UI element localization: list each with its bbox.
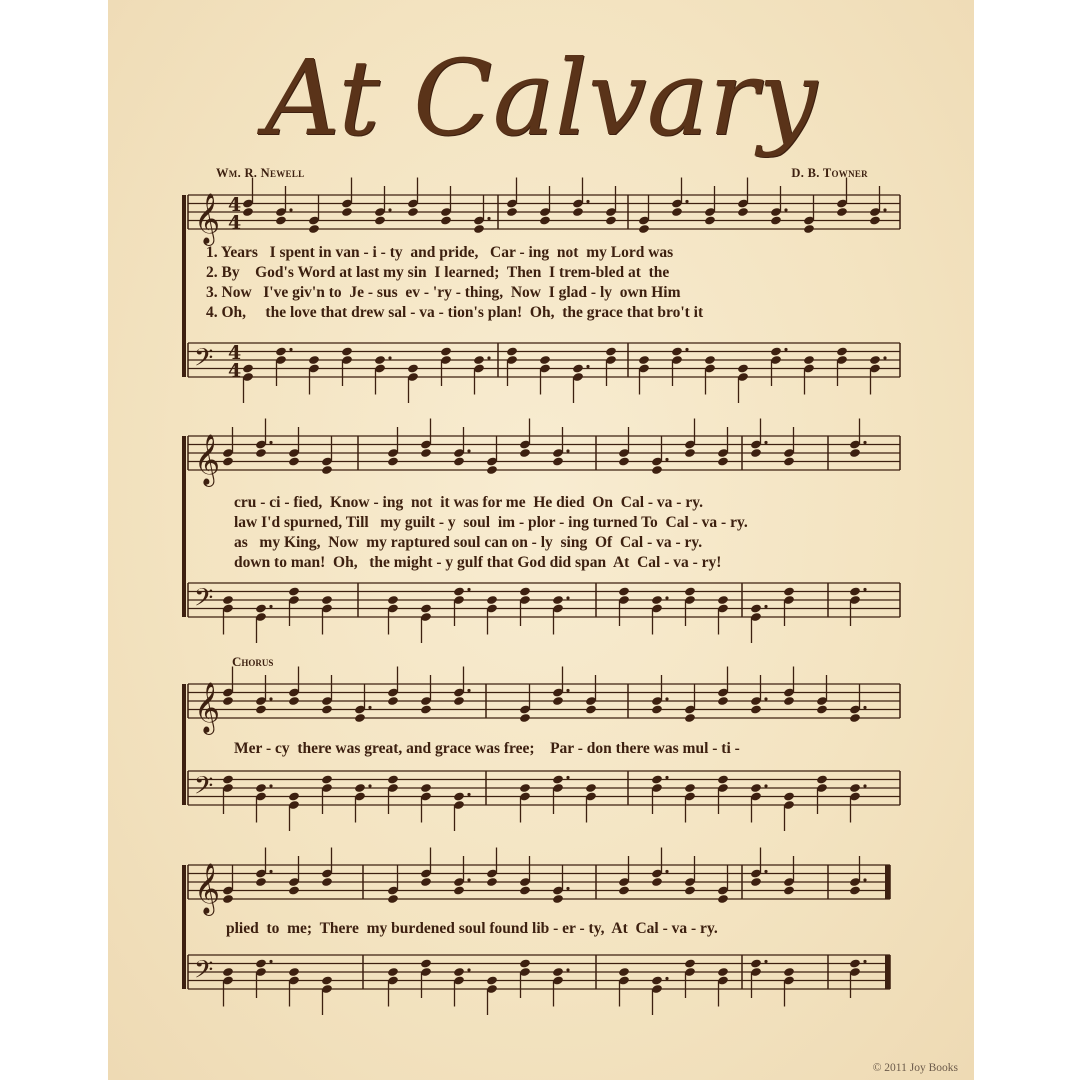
dot (764, 870, 767, 873)
notehead (453, 885, 465, 895)
notehead (704, 215, 716, 225)
dot (665, 870, 668, 873)
notehead (255, 958, 267, 968)
dot (467, 449, 470, 452)
notehead (420, 958, 432, 968)
notehead (519, 885, 531, 895)
dot (665, 697, 668, 700)
bass-clef-icon: 𝄢 (194, 343, 214, 379)
final-barline (885, 955, 890, 989)
notehead (836, 207, 848, 217)
notehead (638, 224, 650, 234)
notehead (651, 877, 663, 887)
dot (289, 348, 292, 351)
notehead (539, 215, 551, 225)
notehead (783, 586, 795, 596)
notehead (420, 448, 432, 458)
dot (863, 960, 866, 963)
notehead (453, 586, 465, 596)
sheet-music-page (108, 0, 974, 1080)
notehead (321, 704, 333, 714)
notehead (750, 448, 762, 458)
notehead (750, 877, 762, 887)
notehead (849, 885, 861, 895)
notehead (803, 224, 815, 234)
treble-clef-icon: 𝄞 (194, 863, 221, 914)
notehead (354, 713, 366, 723)
notehead (308, 355, 320, 365)
notehead (387, 967, 399, 977)
notehead (572, 207, 584, 217)
notehead (684, 885, 696, 895)
notehead (519, 783, 531, 793)
notehead (420, 603, 432, 613)
dot (368, 706, 371, 709)
dot (883, 356, 886, 359)
notehead (275, 215, 287, 225)
dot (289, 208, 292, 211)
dot (467, 878, 470, 881)
notehead (387, 456, 399, 466)
notehead (354, 783, 366, 793)
notehead (407, 363, 419, 373)
notehead (222, 696, 234, 706)
chorus-label: Chorus (232, 654, 274, 669)
notehead (387, 774, 399, 784)
notehead (222, 894, 234, 904)
dot (586, 200, 589, 203)
notehead (453, 967, 465, 977)
notehead (849, 448, 861, 458)
notehead (783, 456, 795, 466)
notehead (288, 885, 300, 895)
notehead (506, 207, 518, 217)
lyric-line: 3. Now I've giv'n to Je - sus ev - 'ry - thing, Now I glad - ly own Him (206, 284, 681, 301)
notehead (387, 894, 399, 904)
notehead (750, 958, 762, 968)
dot (665, 977, 668, 980)
notehead (539, 355, 551, 365)
notehead (255, 877, 267, 887)
dot (863, 878, 866, 881)
notehead (288, 586, 300, 596)
notehead (321, 465, 333, 475)
notehead (552, 696, 564, 706)
notehead (585, 783, 597, 793)
notehead (704, 355, 716, 365)
notehead (783, 885, 795, 895)
dot (685, 348, 688, 351)
notehead (453, 456, 465, 466)
lyric-line: Mer - cy there was great, and grace was free; Par - don there was mul - ti - (234, 740, 740, 757)
notehead (486, 465, 498, 475)
dot (566, 689, 569, 692)
dot (269, 605, 272, 608)
notehead (717, 967, 729, 977)
dot (467, 689, 470, 692)
notehead (440, 346, 452, 356)
notehead (651, 704, 663, 714)
notehead (506, 346, 518, 356)
dot (566, 887, 569, 890)
notehead (605, 346, 617, 356)
dot (764, 697, 767, 700)
notehead (486, 595, 498, 605)
dot (269, 784, 272, 787)
notehead (519, 713, 531, 723)
notehead (816, 774, 828, 784)
bass-clef-icon: 𝄢 (194, 955, 214, 991)
notehead (869, 215, 881, 225)
time-signature-bottom: 4 (228, 212, 242, 234)
notehead (618, 885, 630, 895)
dot (764, 960, 767, 963)
notehead (750, 783, 762, 793)
notehead (869, 355, 881, 365)
hymn-title: At Calvary (264, 37, 818, 159)
notehead (783, 967, 795, 977)
dot (269, 697, 272, 700)
notehead (651, 774, 663, 784)
notehead (374, 215, 386, 225)
notehead (486, 975, 498, 985)
bass-clef-icon: 𝄢 (194, 771, 214, 807)
notehead (321, 595, 333, 605)
notehead (684, 586, 696, 596)
dot (764, 441, 767, 444)
lyric-line: law I'd spurned, Till my guilt - y soul im - plor - ing turned To Cal - va - ry. (234, 514, 748, 531)
notehead (783, 696, 795, 706)
notehead (453, 696, 465, 706)
dot (467, 793, 470, 796)
notehead (585, 704, 597, 714)
notehead (770, 346, 782, 356)
notehead (717, 595, 729, 605)
lyric-line: 1. Years I spent in van - i - ty and pride, Car - ing not my Lord was (206, 244, 674, 261)
dot (566, 449, 569, 452)
notehead (638, 355, 650, 365)
notehead (717, 456, 729, 466)
notehead (222, 595, 234, 605)
notehead (242, 207, 254, 217)
notehead (671, 346, 683, 356)
notehead (473, 355, 485, 365)
notehead (552, 894, 564, 904)
notehead (255, 603, 267, 613)
notehead (519, 448, 531, 458)
dot (764, 605, 767, 608)
dot (863, 706, 866, 709)
composer-credit: D. B. Towner (791, 166, 868, 180)
dot (883, 208, 886, 211)
notehead (420, 877, 432, 887)
notehead (222, 967, 234, 977)
lyric-line: down to man! Oh, the might - y gulf that God did span At Cal - va - ry! (234, 554, 722, 571)
dot (764, 784, 767, 787)
dot (388, 356, 391, 359)
notehead (486, 877, 498, 887)
notehead (671, 207, 683, 217)
notehead (222, 456, 234, 466)
notehead (836, 346, 848, 356)
dot (586, 365, 589, 368)
notehead (816, 704, 828, 714)
dot (269, 960, 272, 963)
notehead (552, 456, 564, 466)
notehead (552, 774, 564, 784)
dot (269, 870, 272, 873)
notehead (849, 586, 861, 596)
dot (685, 200, 688, 203)
dot (566, 596, 569, 599)
treble-clef-icon: 𝄞 (194, 682, 221, 733)
notehead (341, 207, 353, 217)
notehead (387, 696, 399, 706)
notehead (651, 975, 663, 985)
dot (467, 588, 470, 591)
notehead (321, 774, 333, 784)
notehead (552, 967, 564, 977)
notehead (288, 967, 300, 977)
notehead (783, 791, 795, 801)
treble-clef-icon: 𝄞 (194, 193, 221, 244)
lyricist-credit: Wm. R. Newell (216, 166, 305, 180)
notehead (420, 783, 432, 793)
dot (665, 458, 668, 461)
time-signature-top: 4 (228, 194, 242, 216)
copyright-notice: © 2011 Joy Books (872, 1062, 958, 1074)
dot (368, 784, 371, 787)
notehead (407, 207, 419, 217)
time-signature-top: 4 (228, 342, 242, 364)
notehead (374, 355, 386, 365)
dot (467, 968, 470, 971)
dot (784, 208, 787, 211)
notehead (420, 704, 432, 714)
notehead (618, 456, 630, 466)
notehead (222, 774, 234, 784)
lyric-line: 2. By God's Word at last my sin I learned; Then I trem-bled at the (206, 264, 670, 281)
notehead (321, 877, 333, 887)
notehead (651, 465, 663, 475)
notehead (803, 355, 815, 365)
dot (665, 596, 668, 599)
notehead (618, 967, 630, 977)
bass-clef-icon: 𝄢 (194, 583, 214, 619)
notehead (321, 975, 333, 985)
notehead (684, 713, 696, 723)
notehead (750, 603, 762, 613)
notehead (849, 958, 861, 968)
notehead (684, 783, 696, 793)
dot (566, 776, 569, 779)
notehead (717, 774, 729, 784)
notehead (737, 363, 749, 373)
treble-clef-icon: 𝄞 (194, 434, 221, 485)
dot (566, 968, 569, 971)
notehead (255, 704, 267, 714)
notehead (453, 791, 465, 801)
dot (863, 588, 866, 591)
notehead (255, 448, 267, 458)
notehead (770, 215, 782, 225)
lyric-line: as my King, Now my raptured soul can on - ly sing Of Cal - va - ry. (234, 534, 703, 551)
notehead (519, 958, 531, 968)
dot (784, 348, 787, 351)
notehead (440, 215, 452, 225)
notehead (275, 346, 287, 356)
notehead (684, 958, 696, 968)
notehead (308, 224, 320, 234)
notehead (618, 586, 630, 596)
notehead (288, 456, 300, 466)
dot (863, 784, 866, 787)
notehead (288, 696, 300, 706)
lyric-line: plied to me; There my burdened soul found lib - er - ty, At Cal - va - ry. (226, 920, 718, 937)
notehead (242, 363, 254, 373)
notehead (288, 791, 300, 801)
notehead (849, 713, 861, 723)
notehead (605, 215, 617, 225)
dot (863, 441, 866, 444)
notehead (750, 704, 762, 714)
dot (487, 356, 490, 359)
dot (388, 208, 391, 211)
notehead (737, 207, 749, 217)
time-signature-bottom: 4 (228, 360, 242, 382)
notehead (684, 448, 696, 458)
notehead (552, 595, 564, 605)
notehead (717, 894, 729, 904)
notehead (572, 363, 584, 373)
notehead (519, 586, 531, 596)
dot (269, 441, 272, 444)
dot (665, 776, 668, 779)
notehead (387, 595, 399, 605)
dot (487, 217, 490, 220)
lyric-line: cru - ci - fied, Know - ing not it was for me He died On Cal - va - ry. (234, 494, 703, 511)
notehead (341, 346, 353, 356)
notehead (473, 224, 485, 234)
notehead (849, 783, 861, 793)
notehead (651, 595, 663, 605)
notehead (255, 783, 267, 793)
lyric-line: 4. Oh, the love that drew sal - va - tion's plan! Oh, the grace that bro't it (206, 304, 704, 321)
notehead (717, 696, 729, 706)
final-barline (885, 865, 890, 899)
